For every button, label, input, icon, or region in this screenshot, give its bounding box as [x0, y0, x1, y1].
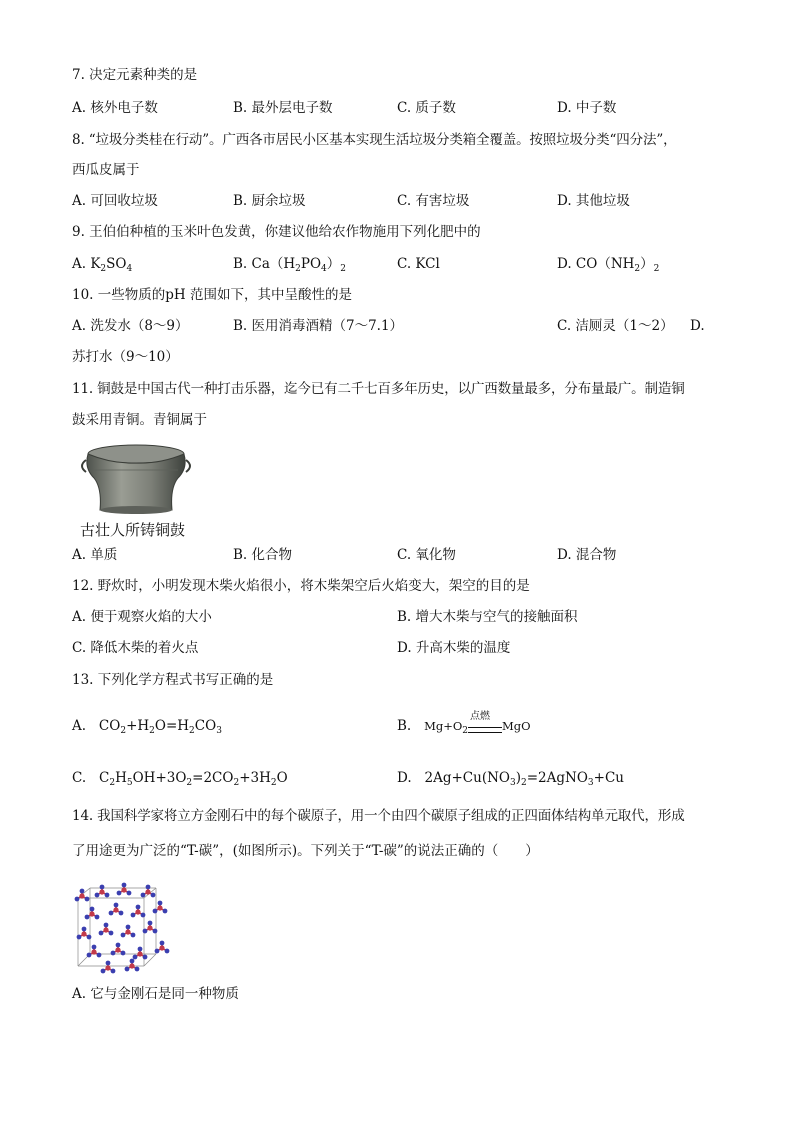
carbon-atom	[109, 911, 114, 916]
q11-stem-line2: 鼓采用青铜。青铜属于	[72, 412, 207, 428]
carbon-atom	[111, 969, 116, 974]
q8-stem-line1: 8. “垃圾分类桂在行动”。广西各市居民小区基本实现生活垃圾分类箱全覆盖。按照垃圾分类“四分法”，	[72, 132, 677, 148]
carbon-atom	[90, 907, 95, 912]
q9-option-c: C. KCl	[397, 256, 440, 272]
carbon-atom	[99, 931, 104, 936]
q13-option-d: D. $2Ag+Cu(NO_3)_2=2AgNO_3+Cu$	[397, 770, 624, 788]
carbon-atom	[153, 909, 158, 914]
q8-option-a: A. 可回收垃圾	[72, 193, 158, 209]
carbon-atom	[147, 925, 152, 930]
carbon-atom	[153, 929, 158, 934]
carbon-atom	[158, 901, 163, 906]
carbon-atom	[127, 891, 132, 896]
carbon-atom	[109, 931, 114, 936]
q7-option-b: B. 最外层电子数	[233, 100, 333, 116]
q13-option-b: B. $Mg+O_2$ 点燃 MgO	[397, 711, 531, 736]
carbon-atom	[157, 905, 162, 910]
carbon-atom	[159, 945, 164, 950]
carbon-atom	[125, 929, 130, 934]
carbon-atom	[146, 885, 151, 890]
carbon-atom	[105, 965, 110, 970]
q9-option-d: D. $CO(NH_2)_2$	[557, 256, 660, 274]
carbon-atom	[113, 907, 118, 912]
carbon-atom	[130, 959, 135, 964]
q12-option-b: B. 增大木柴与空气的接触面积	[397, 609, 578, 625]
carbon-atom	[87, 935, 92, 940]
carbon-atom	[117, 891, 122, 896]
carbon-atom	[141, 913, 146, 918]
q13-equation-c: $C_2H_5OH+3O_2=2CO_2+3H_2O$	[99, 770, 288, 788]
q8-option-c: C. 有害垃圾	[397, 193, 470, 209]
carbon-atom	[126, 925, 131, 930]
q7-option-c: C. 质子数	[397, 100, 456, 116]
q7-stem: 7. 决定元素种类的是	[72, 67, 198, 83]
carbon-atom	[89, 911, 94, 916]
carbon-atom	[145, 889, 150, 894]
carbon-atom	[125, 967, 130, 972]
q8-option-b: B. 厨余垃圾	[233, 193, 306, 209]
q10-option-c: C. 洁厕灵（1～2）	[557, 318, 674, 334]
q7-option-d: D. 中子数	[557, 100, 617, 116]
carbon-atom	[106, 961, 111, 966]
carbon-atom	[100, 885, 105, 890]
q10-option-d-text: 苏打水（9～10）	[72, 349, 179, 365]
q12-stem: 12. 野炊时，小明发现木柴火焰很小，将木柴架空后火焰变大，架空的目的是	[72, 578, 530, 594]
q10-stem: 10. 一些物质的pH 范围如下，其中呈酸性的是	[72, 287, 352, 303]
q8-option-d: D. 其他垃圾	[557, 193, 630, 209]
carbon-atom	[104, 923, 109, 928]
t-carbon-structure-image	[72, 874, 176, 974]
q14-stem-line1: 14. 我国科学家将立方金刚石中的每个碳原子，用一个由四个碳原子组成的正四面体结构单元取代，形成	[72, 808, 685, 824]
carbon-atom	[95, 893, 100, 898]
carbon-atom	[143, 929, 148, 934]
carbon-atom	[160, 941, 165, 946]
bronze-drum-caption: 古壮人所铸铜鼓	[80, 521, 186, 539]
q12-option-c: C. 降低木柴的着火点	[72, 640, 199, 656]
carbon-atom	[85, 897, 90, 902]
q13-option-a: A. $CO_2+H_2O=H_2CO_3$	[72, 718, 222, 736]
carbon-atom	[165, 949, 170, 954]
q13-equation-a: $CO_2+H_2O=H_2CO_3$	[98, 718, 222, 736]
q9-stem: 9. 王伯伯种植的玉米叶色发黄，你建议他给农作物施用下列化肥中的	[72, 224, 481, 240]
q11-option-a: A. 单质	[72, 547, 118, 563]
carbon-atom	[85, 915, 90, 920]
carbon-atom	[87, 953, 92, 958]
carbon-atom	[115, 947, 120, 952]
q9-option-b: B. $Ca(H_2PO_4)_2$	[233, 256, 347, 274]
q11-stem-line1: 11. 铜鼓是中国古代一种打击乐器，迄今已有二千七百多年历史，以广西数量最多，分布量最广。制造铜	[72, 381, 685, 397]
q12-option-a: A. 便于观察火焰的大小	[72, 609, 212, 625]
carbon-atom	[119, 911, 124, 916]
carbon-atom	[137, 951, 142, 956]
q10-option-b: B. 医用消毒酒精（7～7.1）	[233, 318, 404, 334]
carbon-atom	[155, 949, 160, 954]
carbon-atom	[114, 903, 119, 908]
carbon-atom	[95, 915, 100, 920]
carbon-atom	[136, 905, 141, 910]
q13-stem: 13. 下列化学方程式书写正确的是	[72, 672, 274, 688]
carbon-atom	[91, 949, 96, 954]
q11-option-d: D. 混合物	[557, 547, 617, 563]
carbon-atom	[135, 909, 140, 914]
carbon-atom	[121, 887, 126, 892]
carbon-atom	[121, 933, 126, 938]
q11-option-b: B. 化合物	[233, 547, 293, 563]
carbon-atom	[133, 955, 138, 960]
q10-option-d-label: D.	[690, 318, 705, 334]
carbon-atom	[79, 893, 84, 898]
q10-option-a: A. 洗发水（8～9）	[72, 318, 189, 334]
q7-option-a: A. 核外电子数	[72, 100, 158, 116]
carbon-atom	[131, 913, 136, 918]
carbon-atom	[121, 951, 126, 956]
carbon-atom	[80, 889, 85, 894]
q13-equation-d: $2Ag+Cu(NO_3)_2=2AgNO_3+Cu$	[424, 770, 624, 788]
carbon-atom	[81, 931, 86, 936]
carbon-atom	[148, 921, 153, 926]
carbon-atom	[99, 889, 104, 894]
q11-option-c: C. 氧化物	[397, 547, 456, 563]
carbon-atom	[111, 951, 116, 956]
q12-option-d: D. 升高木柴的温度	[397, 640, 511, 656]
reaction-condition-arrow: 点燃	[468, 718, 502, 736]
carbon-atom	[163, 909, 168, 914]
carbon-atom	[116, 943, 121, 948]
carbon-atom	[101, 969, 106, 974]
q8-stem-line2: 西瓜皮属于	[72, 162, 140, 178]
carbon-atom	[82, 927, 87, 932]
carbon-atom	[135, 967, 140, 972]
carbon-atom	[75, 897, 80, 902]
carbon-atom	[77, 935, 82, 940]
carbon-atom	[92, 945, 97, 950]
carbon-atom	[138, 947, 143, 952]
carbon-atom	[103, 927, 108, 932]
q9-option-a: A. $K_2SO_4$	[72, 256, 133, 274]
q13-equation-b: $Mg+O_2$ 点燃 MgO	[424, 711, 531, 736]
carbon-atom	[141, 893, 146, 898]
carbon-atom	[97, 953, 102, 958]
carbon-atom	[131, 933, 136, 938]
q14-stem-line2: 了用途更为广泛的“T-碳”，(如图所示)。下列关于“T-碳”的说法正确的（ ）	[72, 843, 539, 859]
carbon-atom	[122, 883, 127, 888]
q13-option-c: C. $C_2H_5OH+3O_2=2CO_2+3H_2O$	[72, 770, 288, 788]
q14-option-a: A. 它与金刚石是同一种物质	[72, 986, 239, 1002]
bronze-drum-image	[80, 440, 192, 516]
carbon-atom	[151, 893, 156, 898]
carbon-atom	[129, 963, 134, 968]
carbon-atom	[105, 893, 110, 898]
carbon-atom	[143, 955, 148, 960]
